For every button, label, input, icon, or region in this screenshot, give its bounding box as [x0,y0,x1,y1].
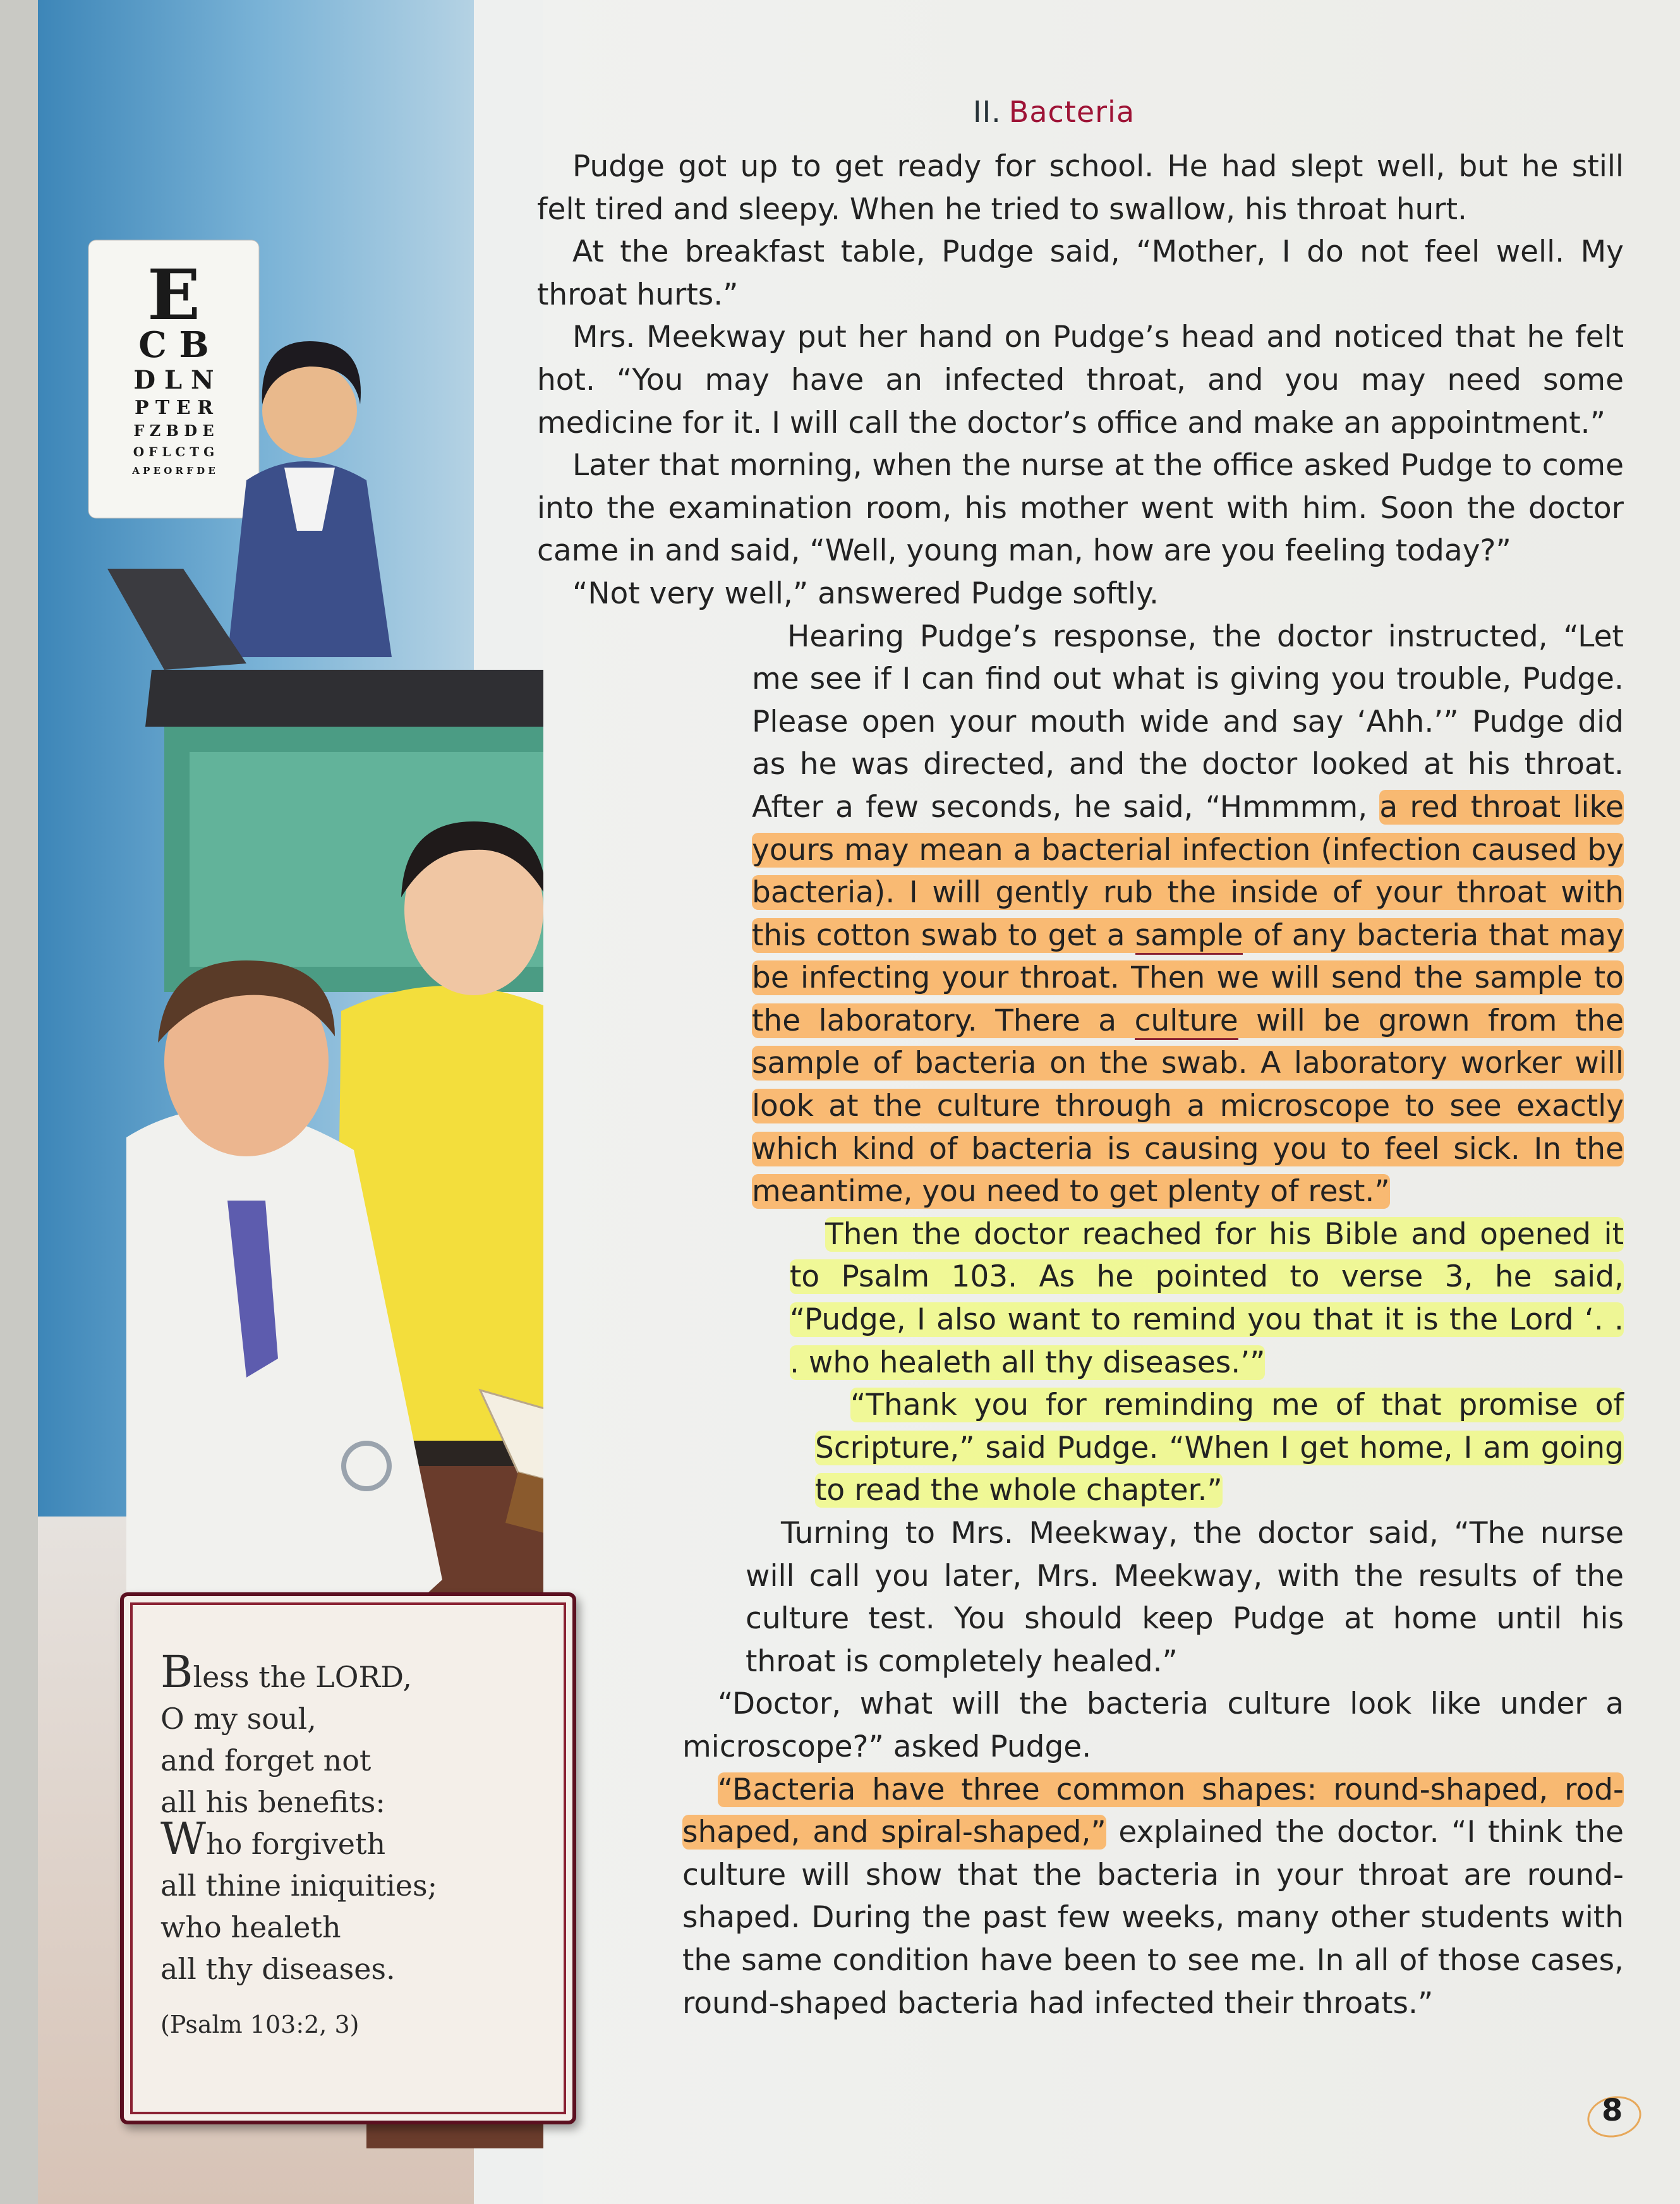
highlight-yellow: “Thank you for reminding me of that promise of Scripture,” said Pudge. “When I get home, I am going to read the whole chapter.” [815,1388,1624,1508]
story-text [537,145,1624,2025]
svg-text:P T E R: P T E R [134,397,214,419]
svg-text:F Z B D E: F Z B D E [133,421,214,440]
verse-reference: (Psalm 103:2, 3) [160,2011,360,2038]
underlined-word-sample: sample [1135,918,1243,955]
section-title: Bacteria [1008,95,1135,129]
paragraph-8 [537,1384,1624,1512]
paragraph-1: Pudge got up to get ready for school. He had slept well, but he still felt tired and sleepy. When he tried to swallow, his throat hurt. [537,149,1624,227]
verse-line [160,1646,552,1698]
paragraph-7 [537,1213,1624,1384]
highlight-text: a red throat like yours may mean a bacterial infection (infection caused by bacteria). I will gently rub the inside of your throat with this cotton swab to get a [752,789,1624,953]
paragraph-4: Later that morning, when the nurse at the office asked Pudge to come into the examination room, his mother went with him. Soon the doctor came in and said, “Well, young man, how are you feeling today?” [537,448,1624,569]
svg-text:E: E [147,254,200,336]
paragraph-9: Turning to Mrs. Meekway, the doctor said, “The nurse will call you later, Mrs. Meekway, with the results of the culture test. You should keep Pudge at home until his throat is completely healed.” [746,1516,1624,1679]
paragraph-10: “Doctor, what will the bacteria culture look like under a microscope?” asked Pudge. [682,1686,1624,1764]
highlight-text: will be grown from the sample of bacteria on the swab. A laboratory worker will look at the culture through a microscope to see exactly which kind of bacteria is causing you to feel sick. In the meantime, you need to get plenty of rest.” [752,1003,1624,1209]
verse-line: O my soul, [160,1702,317,1736]
page-sheet [38,0,1680,2204]
page-number: 8 [1602,2093,1623,2128]
paragraph-3: Mrs. Meekway put her hand on Pudge’s head and noticed that he felt hot. “You may have an infected throat, and you may need some medicine for it. I will call the doctor’s office and make an appointment.” [537,320,1624,440]
verse-line: all thine iniquities; [160,1868,438,1903]
verse-text: less the LORD, [193,1660,412,1694]
svg-text:A P E O R F D E: A P E O R F D E [132,465,215,476]
svg-text:O F L C T G: O F L C T G [133,444,215,459]
highlight-yellow: Then the doctor reached for his Bible and opened it to Psalm 103. As he pointed to verse 3, he said, “Pudge, I also want to remind you that it is the Lord ‘. . . who healeth all thy diseases.’” [790,1216,1624,1380]
paragraph-11 [537,1769,1624,2025]
underlined-word-culture: culture [1135,1003,1238,1040]
section-number: II. [973,95,1001,129]
scripture-box [120,1592,576,2124]
verse-line [160,1813,552,1865]
verse-text: ho forgiveth [205,1827,386,1861]
paragraph-6 [537,615,1624,1213]
svg-text:C B: C B [138,324,209,366]
section-heading [973,95,1264,129]
drop-cap: W [160,1813,206,1865]
highlight-orange: “Bacteria have three common shapes: round-shaped, rod-shaped, and spiral-shaped,” [682,1772,1624,1850]
svg-text:D L N: D L N [133,365,214,395]
verse-line: who healeth [160,1910,341,1944]
paragraph-6-text: Hearing Pudge’s response, the doctor instructed, “Let me see if I can find out what is giving you trouble, Pudge. Please open your mouth wide and say ‘Ahh.’” Pudge did as he was directed, and the doctor looked at his throat. After a few seconds, he said, “Hmmmm, [752,619,1624,825]
highlight-orange [752,790,1624,1209]
scripture-verse [160,1646,552,2045]
highlight-text: of any bacteria that may be infecting your throat. Then we will send the sample to the laboratory. There a [752,917,1624,1038]
paragraph-5: “Not very well,” answered Pudge softly. [572,576,1159,611]
verse-line: and forget not [160,1743,372,1777]
verse-line: all thy diseases. [160,1952,396,1986]
verse-line: all his benefits: [160,1785,385,1819]
paragraph-11-text: explained the doctor. “I think the culture will show that the bacteria in your throat are round-shaped. During the past few weeks, many other students with the same condition have been to see me. In all of those cases, round-shaped bacteria had infected their throats.” [682,1815,1624,2021]
eye-chart [88,240,259,518]
paragraph-2: At the breakfast table, Pudge said, “Mother, I do not feel well. My throat hurts.” [537,234,1624,312]
drop-cap: B [160,1646,193,1698]
